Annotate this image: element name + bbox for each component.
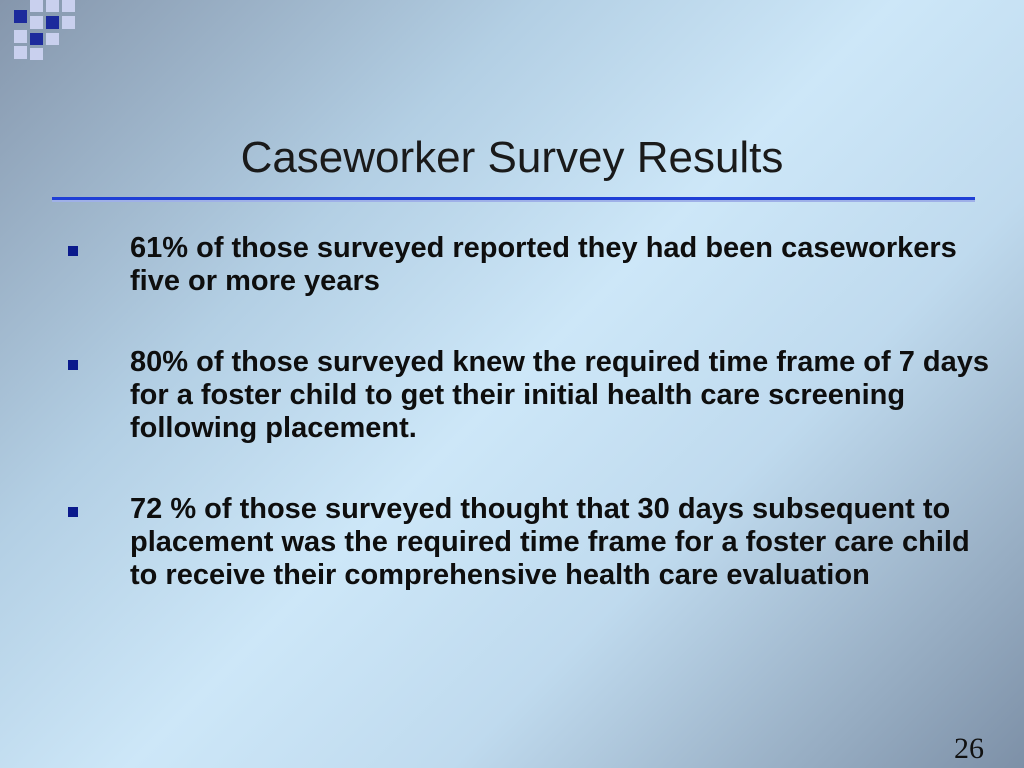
decor-square [46,0,59,12]
bullet-item [62,232,992,298]
title-divider [52,197,975,202]
decor-square [30,48,43,60]
square-bullet-icon [68,360,78,370]
decor-square [46,33,59,45]
decor-square [14,10,27,23]
decor-square [62,0,75,12]
page-number: 26 [954,732,984,765]
corner-decoration [0,0,1024,60]
bullet-text: 72 % of those surveyed thought that 30 days subsequent to placement was the required time frame for a foster care child to receive their comprehensive health care evaluation [130,493,970,591]
bullet-list [62,232,992,640]
decor-square [30,33,43,45]
bullet-text: 61% of those surveyed reported they had been caseworkers five or more years [130,232,957,297]
square-bullet-icon [68,246,78,256]
decor-square [14,30,27,43]
bullet-item [62,493,992,592]
slide-title: Caseworker Survey Results [240,133,784,182]
bullet-text: 80% of those surveyed knew the required time frame of 7 days for a foster child to get their initial health care screening following placement. [130,346,990,444]
decor-square [62,16,75,29]
decor-square [14,46,27,59]
decor-square [30,0,43,12]
decor-square [30,16,43,29]
decor-square [46,16,59,29]
square-bullet-icon [68,507,78,517]
bullet-item [62,346,992,445]
